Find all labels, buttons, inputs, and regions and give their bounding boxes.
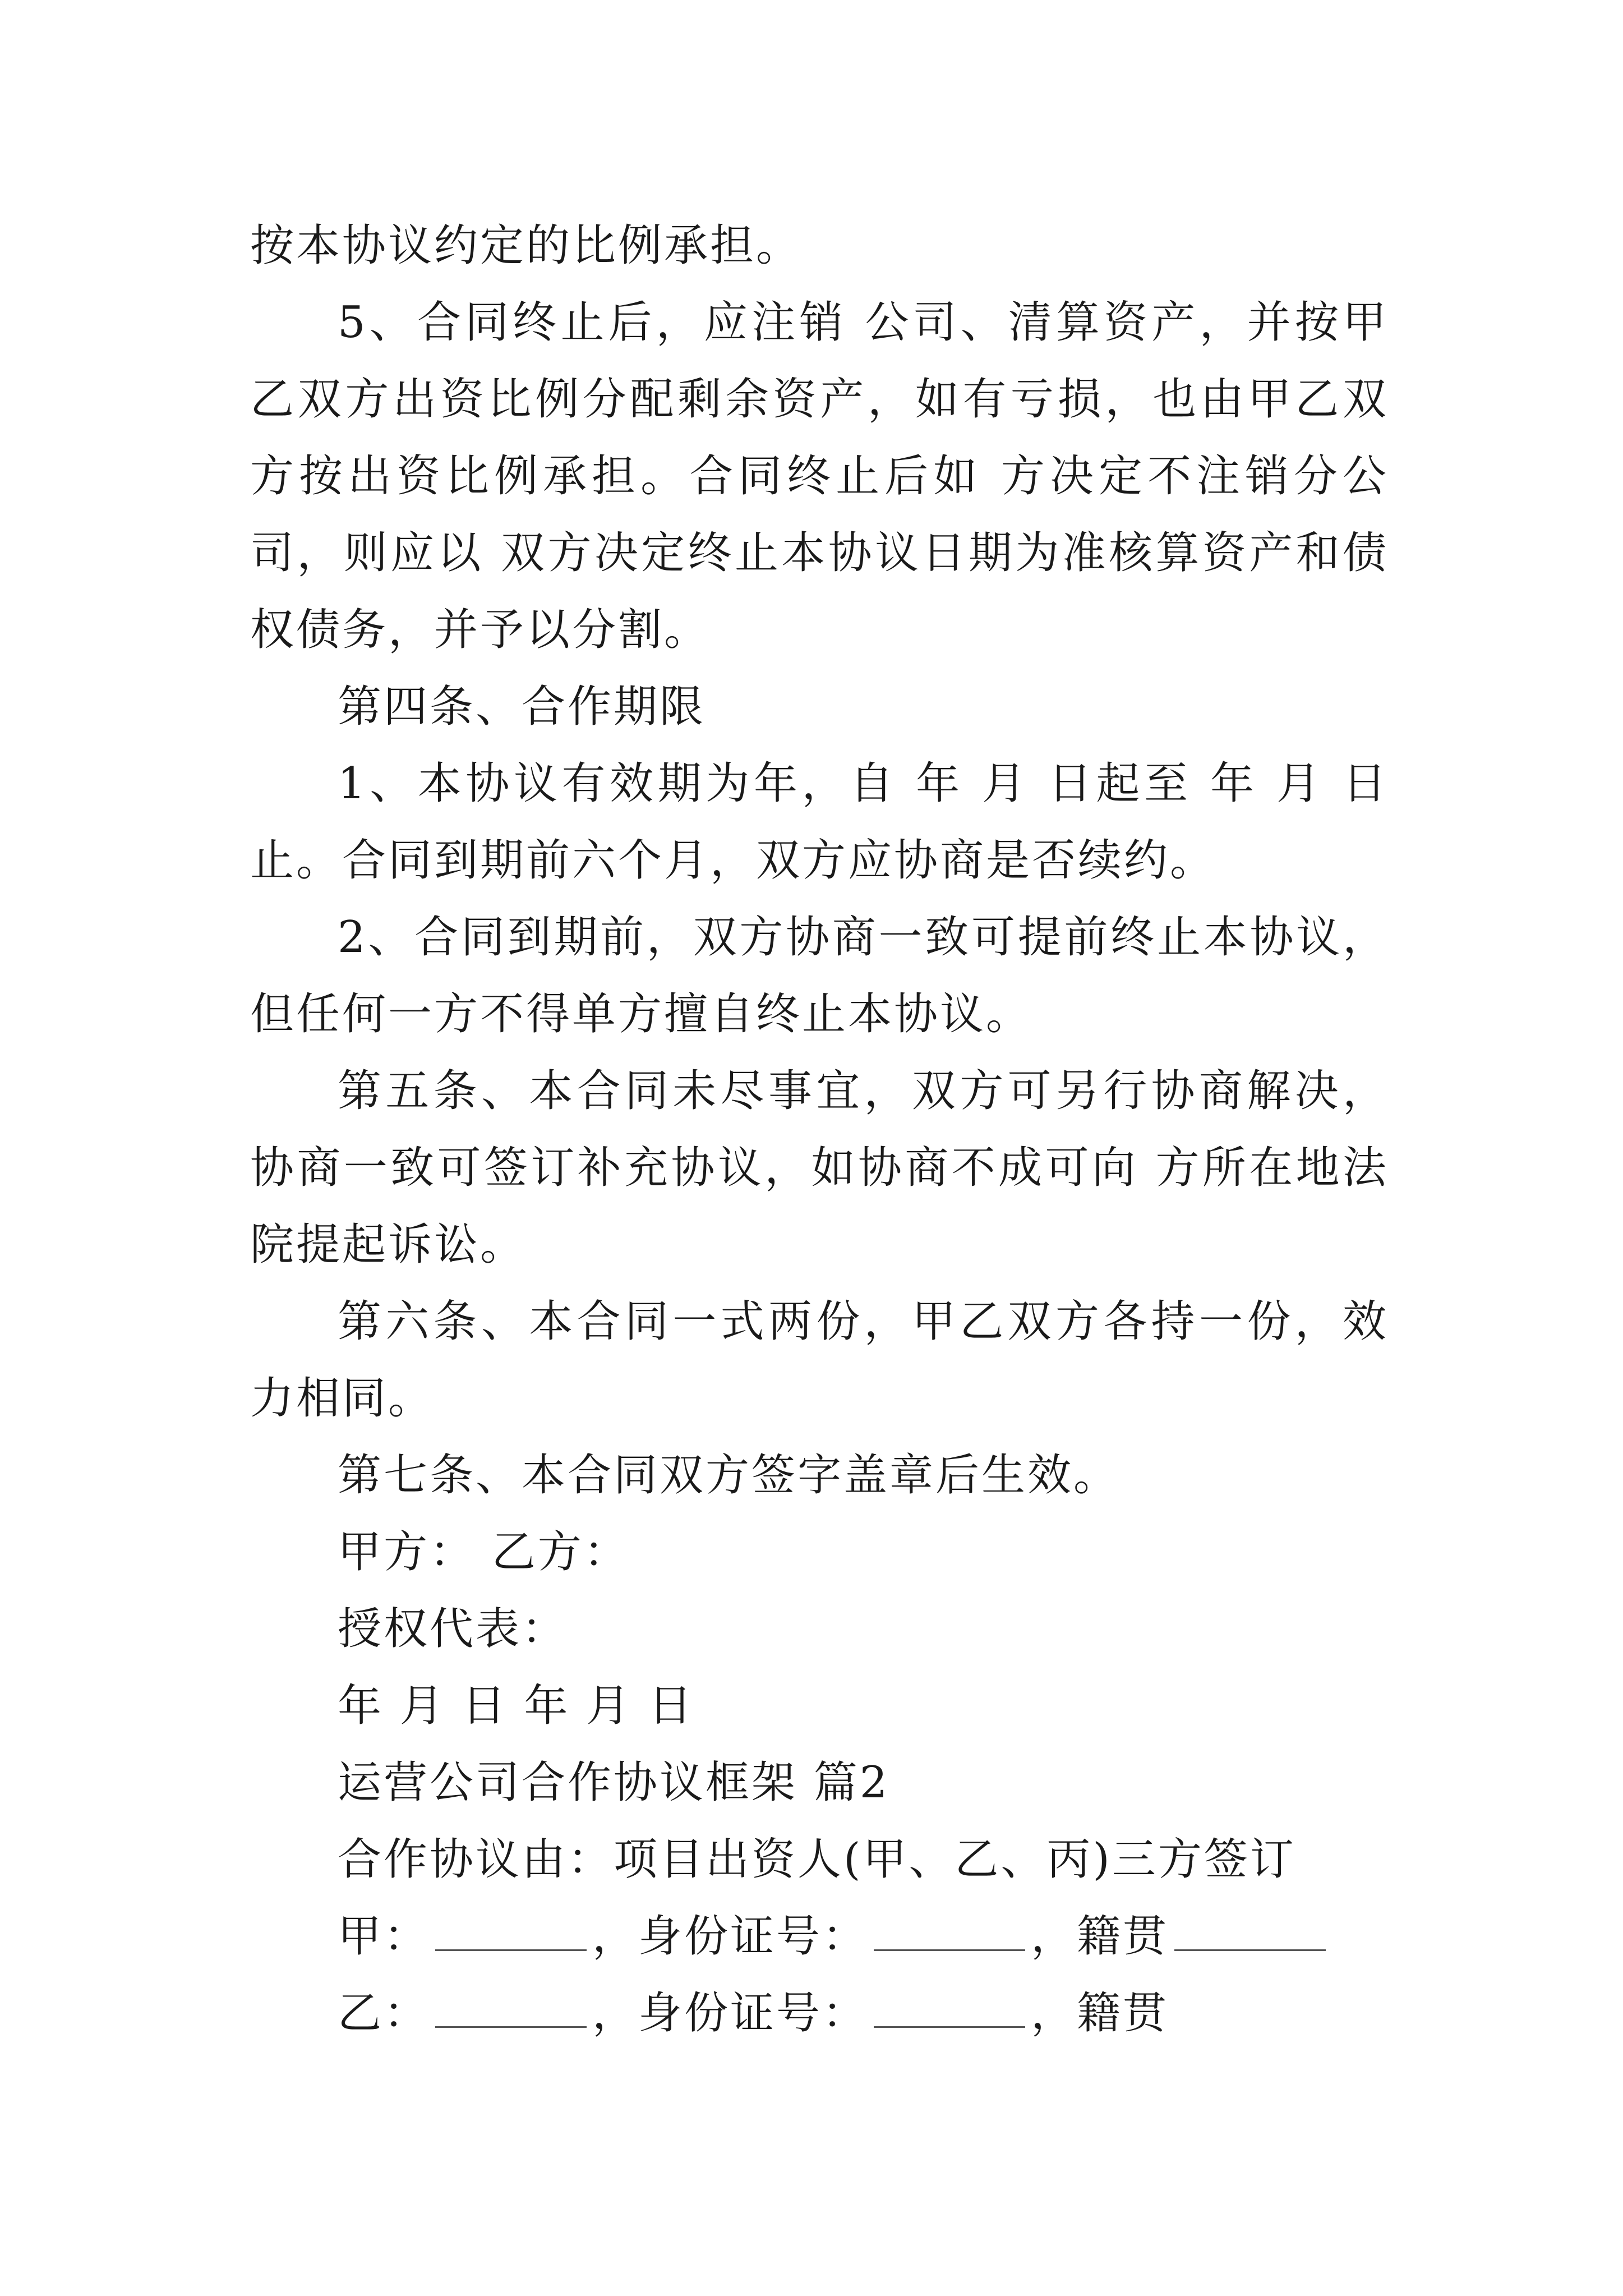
paragraph-article-7: 第七条、本合同双方签字盖章后生效。 <box>338 1450 1120 1501</box>
signature-parties: 甲方： 乙方： <box>338 1527 630 1577</box>
party-yi-id-label: ，身份证号： <box>592 1988 869 2039</box>
document-body <box>250 208 1389 2052</box>
paragraph-article-6: 第六条、本合同一式两份，甲乙双方各持一份，效力相同。 <box>250 1296 1389 1424</box>
paragraph-article-5: 第五条、本合同未尽事宜，双方可另行协商解决，协商一致可签订补充协议，如协商不成可向 方所在地法院提起诉讼。 <box>250 1066 1389 1270</box>
paragraph-term-1: 1、本协议有效期为年，自 年 月 日起至 年 月 日止。合同到期前六个月，双方应协商是否续约。 <box>250 758 1389 886</box>
signature-dates: 年 月 日 年 月 日 <box>338 1681 694 1731</box>
paragraph-term-2: 2、合同到期前，双方协商一致可提前终止本协议，但任何一方不得单方擅自终止本协议。 <box>250 912 1389 1039</box>
agreement-parties-intro: 合作协议由：项目出资人(甲、乙、丙)三方签订 <box>338 1834 1296 1885</box>
party-yi-id-blank <box>874 1987 1025 2028</box>
heading-article-4: 第四条、合作期限 <box>338 682 706 732</box>
party-jia-id-blank <box>874 1910 1025 1951</box>
paragraph-clause-5: 5、合同终止后，应注销 公司、清算资产，并按甲乙双方出资比例分配剩余资产，如有亏损，也由甲乙双方按出资比例承担。合同终止后如 方决定不注销分公司，则应以 双方决定终止本协议日期为准核算资产和债权债务，并予以分割。 <box>250 297 1389 655</box>
section-title-part-2: 运营公司合作协议框架 篇2 <box>338 1757 890 1808</box>
party-jia-id-label: ，身份证号： <box>592 1911 869 1962</box>
party-jia-native-blank <box>1174 1910 1326 1951</box>
paragraph-continuation: 按本协议约定的比例承担。 <box>250 220 803 271</box>
party-yi-name-blank <box>435 1987 587 2028</box>
party-jia-row <box>250 1898 1389 1975</box>
party-jia-name-blank <box>435 1910 587 1951</box>
party-yi-row <box>250 1975 1389 2052</box>
authorized-representative: 授权代表： <box>338 1604 568 1654</box>
party-jia-label: 甲： <box>338 1911 430 1962</box>
party-yi-native-label: ，籍贯 <box>1031 1988 1169 2039</box>
party-yi-label: 乙： <box>338 1988 430 2039</box>
party-jia-native-label: ，籍贯 <box>1031 1911 1169 1962</box>
